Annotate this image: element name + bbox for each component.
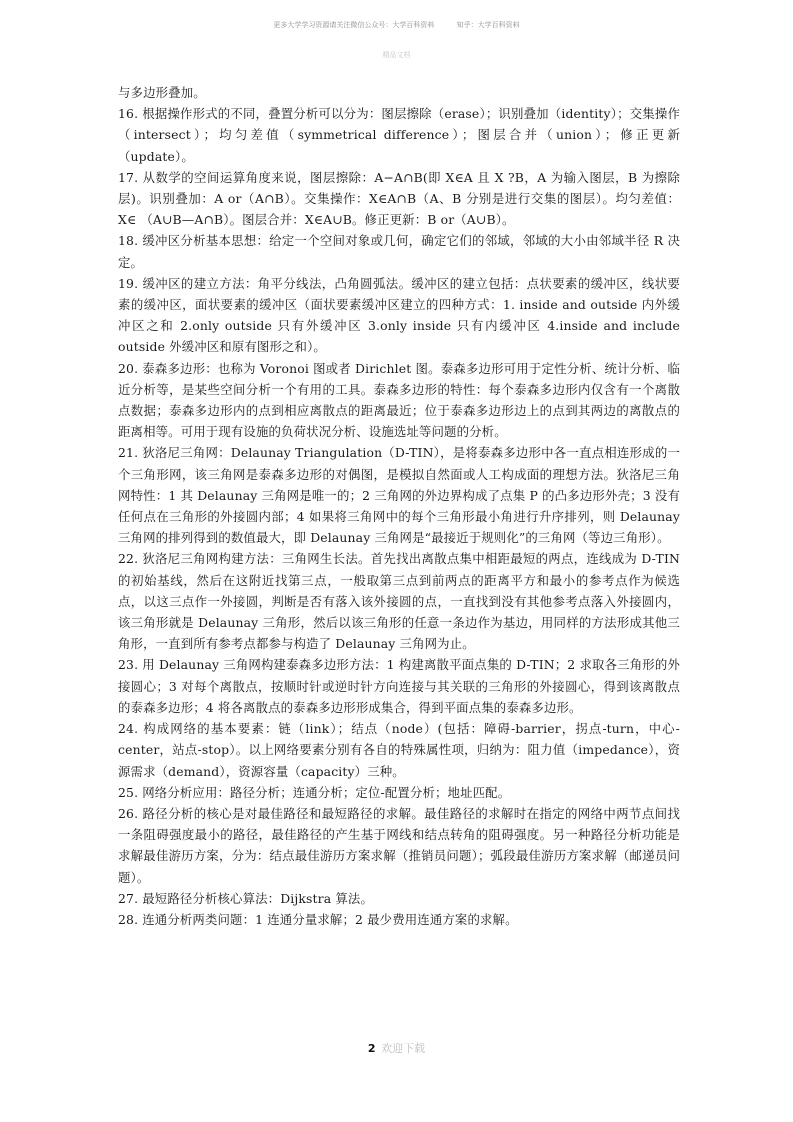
footer-watermark: 欢迎下载	[381, 1042, 426, 1055]
paragraph: 与多边形叠加。	[118, 85, 206, 100]
document-body	[118, 82, 680, 930]
paragraph: 18. 缓冲区分析基本思想：给定一个空间对象或几何，确定它们的邻域，邻域的大小由邻域半径 R 决定。	[118, 233, 680, 270]
paragraph: 23. 用 Delaunay 三角网构建泰森多边形方法：1 构建离散平面点集的 D-TIN；2 求取各三角形的外接圆心；3 对每个离散点，按顺时针或逆时针方向连接与其关联的三角形的外接圆心，得到该离散点的泰森多边形；4 将各离散点的泰森多边形形成集合，得到平面点集的泰森多边形。	[118, 657, 680, 715]
header-left-text: 更多大学学习资源请关注微信公众号：大学百科资料	[273, 21, 435, 29]
header-right-text: 知乎：大学百科资料	[456, 21, 520, 29]
paragraph: 22. 狄洛尼三角网构建方法：三角网生长法。首先找出离散点集中相距最短的两点，连线成为 D-TIN 的初始基线，然后在这附近找第三点，一般取第三点到前两点的距离平方和最小的参考点作为候选点，以这三点作一外接圆，判断是否有落入该外接圆的点，一直找到没有其他参考点落入外接圆内，该三角形就是 Delaunay 三角形，然后以该三角形的任意一条边作为基边，用同样的方法形成其他三角形，一直到所有参考点都参与构造了 Delaunay 三角网为止。	[118, 551, 680, 652]
paragraph: 19. 缓冲区的建立方法：角平分线法，凸角圆弧法。缓冲区的建立包括：点状要素的缓冲区，线状要素的缓冲区，面状要素的缓冲区（面状要素缓冲区建立的四种方式：1. inside and outside 内外缓冲区之和 2.only outside 只有外缓冲区 3.only inside 只有内缓冲区 4.inside and include outside 外缓冲区和原有图形之和）。	[118, 275, 680, 355]
paragraph: 28. 连通分析两类问题：1 连通分量求解；2 最少费用连通方案的求解。	[118, 911, 518, 927]
paragraph: 24. 构成网络的基本要素：链（link）；结点（node）(包括：障碍-barrier，拐点-turn，中心-center，站点-stop）。以上网络要素分别有各自的特殊属性项，归纳为：阻力值（impedance），资源需求（demand），资源容量（capacity）三种。	[118, 721, 680, 779]
paragraph: 27. 最短路径分析核心算法：Dijkstra 算法。	[118, 890, 373, 906]
paragraph: 17. 从数学的空间运算角度来说，图层擦除：A−A∩B(即 X∈A 且 X ?B，A 为输入图层，B 为擦除层)。识别叠加：A or（A∩B）。交集操作：X∈A∩B（A、B 分别是进行交集的图层）。均匀差值：X∈ （A∪B—A∩B）。图层合并：X∈A∪B。修正更新：B or（A∪B）。	[118, 169, 680, 228]
page-number: 2	[367, 1042, 376, 1055]
paragraph: 20. 泰森多边形：也称为 Voronoi 图或者 Dirichlet 图。泰森多边形可用于定性分析、统计分析、临近分析等，是某些空间分析一个有用的工具。泰森多边形的特性：每个泰森多边形内仅含有一个离散点数据；泰森多边形内的点到相应离散点的距离最近；位于泰森多边形边上的点到其两边的离散点的距离相等。可用于现有设施的负荷状况分析、设施选址等问题的分析。	[118, 360, 680, 440]
page-footer	[0, 1040, 793, 1056]
paragraph: 16. 根据操作形式的不同，叠置分析可以分为：图层擦除（erase）；识别叠加（identity）；交集操作（intersect）；均匀差值（symmetrical difference）；图层合并（union）；修正更新（update）。	[118, 106, 680, 164]
watermark-subheader: 精品文档	[382, 51, 411, 59]
paragraph: 25. 网络分析应用：路径分析；连通分析；定位-配置分析；地址匹配。	[118, 784, 511, 800]
paragraph: 21. 狄洛尼三角网：Delaunay Triangulation（D-TIN），是将泰森多边形中各一直点相连形成的一个三角形网，该三角网是泰森多边形的对偶图，是模拟自然面或人工构成面的理想方法。狄洛尼三角网特性：1 其 Delaunay 三角网是唯一的；2 三角网的外边界构成了点集 P 的凸多边形外壳；3 没有任何点在三角形的外接圆内部；4 如果将三角网中的每个三角形最小角进行升序排列，则 Delaunay 三角网的排列得到的数值最大，即 Delaunay 三角网是“最接近于规则化”的三角网（等边三角形）。	[118, 445, 680, 546]
page-header	[0, 20, 793, 30]
paragraph: 26. 路径分析的核心是对最佳路径和最短路径的求解。最佳路径的求解时在指定的网络中两节点间找一条阻碍强度最小的路径，最佳路径的产生基于网线和结点转角的阻碍强度。另一种路径分析功能是求解最佳游历方案，分为：结点最佳游历方案求解（推销员问题）；弧段最佳游历方案求解（邮递员问题）。	[118, 805, 680, 885]
